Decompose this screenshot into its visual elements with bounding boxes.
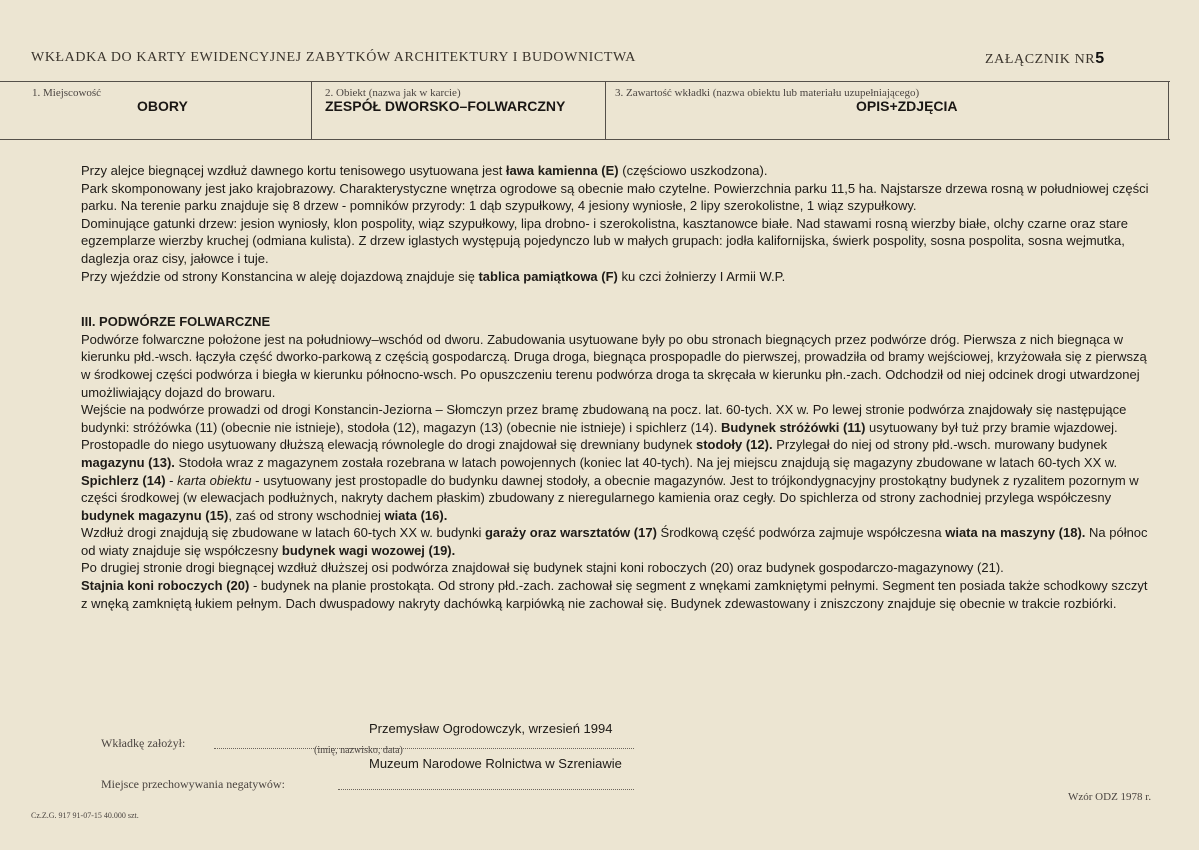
field-locality-value: OBORY: [137, 98, 188, 114]
text-run: - usytuowany jest prostopadle do budynku dawnej stodoły, a obecnie magazynów. Jest to trójkondygnacyjny prostokątny budynek z ryzalitem pozornym w części środkowej (w elewacjach podłużnych, nakryty dachem płaskim) zbudowany z nieregularnego kamienia oraz cegły. Do spichlerza od strony zachodniej przylega współczesny: [81, 472, 1139, 506]
fields-divider-1: [311, 81, 312, 139]
text-run: Środkową część podwórza zajmuje współczesna: [656, 525, 946, 541]
institution-value: Muzeum Narodowe Rolnictwa w Szreniawie: [369, 756, 622, 771]
negatives-dotted-line: [338, 789, 634, 790]
paragraph-entrance: [81, 401, 1151, 436]
paragraph-park: Park skomponowany jest jako krajobrazowy. Charakterystyczne wnętrza ogrodowe są obecnie mało czytelne. Powierzchnia parku 11,5 ha. Najstarsze drzewa rosną w południowej części parku. Na terenie parku znajduje się 8 drzew - pomników przyrody: 1 dąb szypułkowy, 4 jesiony wyniosłe, 2 lipy szerokolistne, 1 wiąz szypułkowy.: [81, 180, 1149, 214]
field-contents-value: OPIS+ZDJĘCIA: [856, 98, 958, 114]
bold-run: magazynu (13).: [81, 454, 175, 470]
fields-bottom-rule: [0, 139, 1170, 140]
paragraph-plaque: [81, 268, 1151, 286]
bold-run: stodoły (12).: [696, 437, 773, 453]
field-object-label: 2. Obiekt (nazwa jak w karcie): [325, 87, 461, 99]
annex-label-text: ZAŁĄCZNIK NR: [985, 52, 1096, 67]
paragraph-barn: [81, 436, 1151, 471]
print-info: Cz.Z.G. 917 91-07-15 40.000 szt.: [31, 811, 139, 820]
form-title: WKŁADKA DO KARTY EWIDENCYJNEJ ZABYTKÓW ARCHITEKTURY I BUDOWNICTWA: [31, 50, 636, 65]
bold-run: budynek magazynu (15): [81, 507, 229, 523]
text-run: ku czci żołnierzy I Armii W.P.: [617, 268, 786, 284]
paragraph-granary: [81, 472, 1151, 525]
text-run: Wejście na podwórze prowadzi od drogi Konstancin-Jeziorna – Słomczyn przez bramę zbudowaną na pocz. lat. 60-tych. XX w. Po lewej stronie podwórza znajdowały się następujące budynki: stróżówka (11) (obecnie nie istnieje), stodoła (12), magazyn (13) (obecnie nie istnieje) i spichlerz (14).: [81, 402, 1127, 435]
text-run: -: [165, 472, 178, 488]
bold-run: garaży oraz warsztatów (17): [484, 525, 657, 541]
text-run: usytuowany był tuż przy bramie wjazdowej.: [865, 419, 1118, 435]
field-object-value: ZESPÓŁ DWORSKO–FOLWARCZNY: [325, 98, 566, 114]
author-note: (imię, nazwisko, data): [314, 745, 403, 756]
italic-run: karta obiektu: [177, 472, 252, 488]
text-run: Przy wjeździe od strony Konstancina w aleję dojazdową znajduje się: [81, 268, 479, 284]
author-dotted-line: [214, 748, 634, 749]
field-contents-label: 3. Zawartość wkładki (nazwa obiektu lub materiału uzupełniającego): [615, 87, 920, 99]
paragraph-stable: [81, 577, 1151, 612]
text-run: (częściowo uszkodzona).: [618, 163, 768, 178]
paragraph-opposite-side: Po drugiej stronie drogi biegnącej wzdłuż dłuższej osi podwórza znajdował się budynek stajni koni roboczych (20) oraz budynek gospodarczo-magazynowy (21).: [81, 560, 1004, 576]
text-run: Przy alejce biegnącej wzdłuż dawnego kortu tenisowego usytuowana jest: [81, 163, 506, 178]
author-label: Wkładkę założył:: [101, 736, 186, 750]
section-heading: [81, 313, 1151, 331]
annex-number: 5: [1095, 50, 1105, 67]
description-text: [81, 162, 1151, 612]
paragraph-garages: [81, 524, 1151, 559]
form-model: Wzór ODZ 1978 r.: [1068, 791, 1152, 803]
fields-top-rule: [0, 81, 1170, 82]
annex-label: [985, 50, 1105, 68]
paragraph-trees: Dominujące gatunki drzew: jesion wyniosły, klon pospolity, wiąz szypułkowy, lipa drobno- i szerokolistna, kasztanowce białe. Nad stawami rosną wierzby białe, olchy czarne oraz stare egzemplarze wierzby kruchej (odmiana kulista). Z drzew iglastych występują pojedynczo lub w małych grupach: jodła kalifornijska, świerk pospolity, sosna pospolita, sosna wejmutka, daglezja oraz cisy, jałowce i tuje.: [81, 215, 1128, 266]
bold-run: wiata na maszyny (18).: [945, 525, 1086, 541]
spacer: [81, 285, 1151, 313]
paragraph-farmyard: Podwórze folwarczne położone jest na południowy–wschód od dworu. Zabudowania usytuowane były po obu stronach biegnących przez podwórze dróg. Pierwsza z nich biegnąca w kierunku płd.-wsch. łączyła część dworko-parkową z częścią gospodarczą. Druga droga, biegnąca prospopadle do pierwszej, prowadziła od bramy wejściowej, krzyżowała się z pierwszą w środkowej części podwórza i biegła w kierunku północno-wsch. Po opuszczeniu terenu podwórza droga ta skręcała w kierunku płn.-zach. Odchodził od niej odcinek drogi utwardzonej umożliwiający dojazd do browaru.: [81, 331, 1147, 400]
text-run: Prostopadle do niego usytuowany dłuższą elewacją równolegle do drogi znajdował się drewniany budynek: [81, 437, 696, 453]
bold-run: wiata (16).: [384, 507, 448, 523]
text-run: Stodoła wraz z magazynem została rozebrana w latach powojennych (koniec lat 40-tych). Na jej miejscu znajdują się magazyny zbudowane w latach 60-tych XX w.: [174, 454, 1118, 470]
bold-run: ława kamienna (E): [505, 163, 619, 178]
section-title: III. PODWÓRZE FOLWARCZNE: [81, 314, 271, 330]
bold-run: tablica pamiątkowa (F): [478, 268, 618, 284]
bold-run: Spichlerz (14): [81, 472, 166, 488]
text-run: Przylegał do niej od strony płd.-wsch. murowany budynek: [772, 437, 1108, 453]
text-run: Na północ od wiaty znajduje się współczesny: [81, 525, 1148, 558]
text-run: , zaś od strony wschodniej: [228, 507, 385, 523]
negatives-label: Miejsce przechowywania negatywów:: [101, 777, 285, 791]
bold-run: budynek wagi wozowej (19).: [281, 542, 456, 558]
author-value: Przemysław Ogrodowczyk, wrzesień 1994: [369, 721, 613, 736]
text-run: Wzdłuż drogi znajdują się zbudowane w latach 60-tych XX w. budynki: [81, 525, 485, 541]
text-run: - budynek na planie prostokąta. Od strony płd.-zach. zachował się segment z wnękami zamkniętymi pełnymi. Segment ten posiada także schodkowy szczyt z wnęką zamkniętą łukiem pełnym. Dach dwuspadowy nakryty dachówką karpiówką nie zachował się. Budynek zdewastowany i zniszczony znajduje się obecnie w trakcie rozbiórki.: [81, 578, 1148, 611]
bold-run: Budynek stróżówki (11): [720, 419, 866, 435]
fields-divider-2: [605, 81, 606, 139]
field-locality-label: 1. Miejscowość: [32, 87, 102, 99]
fields-right-border: [1168, 81, 1169, 139]
bold-run: Stajnia koni roboczych (20): [81, 578, 250, 594]
paragraph-bench: [81, 162, 1151, 180]
